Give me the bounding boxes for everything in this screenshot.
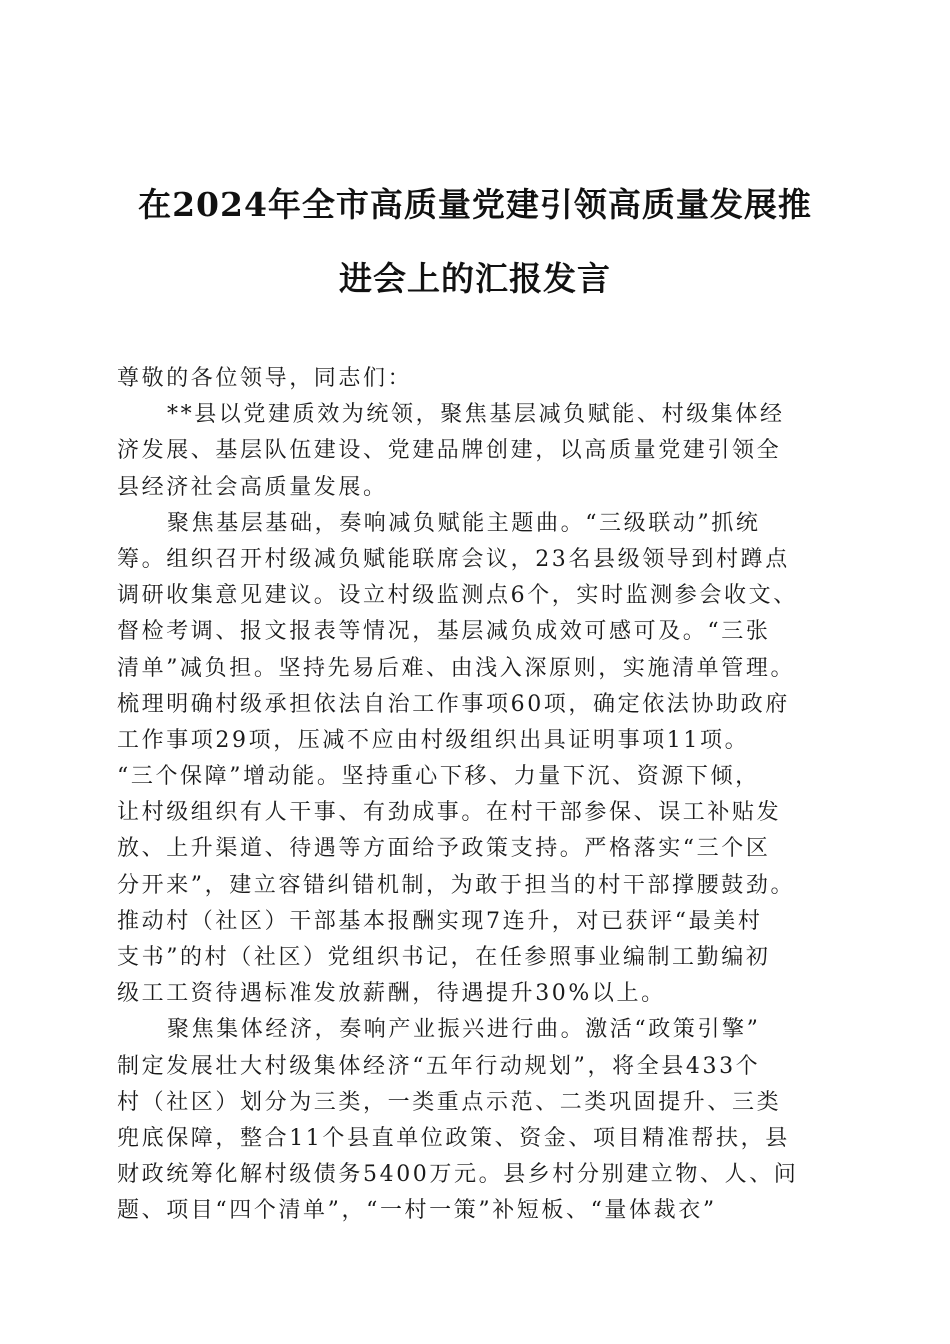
body-line: 村（社区）划分为三类，一类重点示范、二类巩固提升、三类 <box>117 1089 782 1115</box>
body-line: **县以党建质效为统领，聚焦基层减负赋能、村级集体经 <box>167 402 785 428</box>
body-line: 分开来”，建立容错纠错机制，为敢于担当的村干部撑腰鼓劲。 <box>117 872 796 898</box>
body-line: 梳理明确村级承担依法自治工作事项60项，确定依法协助政府 <box>117 691 790 717</box>
body-line: 济发展、基层队伍建设、党建品牌创建，以高质量党建引领全 <box>117 438 782 464</box>
body-line: 督检考调、报文报表等情况，基层减负成效可感可及。“三张 <box>117 619 771 645</box>
body-line: 放、上升渠道、待遇等方面给予政策支持。严格落实“三个区 <box>117 836 771 862</box>
body-line: 聚焦基层基础，奏响减负赋能主题曲。“三级联动”抓统 <box>167 510 761 536</box>
document-title <box>115 168 835 316</box>
document-body <box>117 361 837 1230</box>
body-line: 让村级组织有人干事、有劲成事。在村干部参保、误工补贴发 <box>117 800 782 826</box>
body-line: 尊敬的各位领导，同志们： <box>117 366 413 391</box>
body-line: “三个保障”增动能。坚持重心下移、力量下沉、资源下倾， <box>117 764 760 790</box>
body-line: 制定发展壮大村级集体经济“五年行动规划”，将全县433个 <box>117 1053 761 1079</box>
body-line: 聚焦集体经济，奏响产业振兴进行曲。激活“政策引擎” <box>167 1017 761 1043</box>
body-line: 题、项目“四个清单”，“一村一策”补短板、“量体裁衣” <box>117 1198 717 1224</box>
body-line: 筹。组织召开村级减负赋能联席会议，23名县级领导到村蹲点 <box>117 546 790 572</box>
body-line: 推动村（社区）干部基本报酬实现7连升，对已获评“最美村 <box>117 908 763 934</box>
body-line: 工作事项29项，压减不应由村级组织出具证明事项11项。 <box>117 727 750 753</box>
body-line: 调研收集意见建议。设立村级监测点6个，实时监测参会收文、 <box>117 583 798 609</box>
body-line: 清单”减负担。坚持先易后难、由浅入深原则，实施清单管理。 <box>117 655 796 681</box>
body-line: 支书”的村（社区）党组织书记，在任参照事业编制工勤编初 <box>117 945 771 970</box>
body-line: 县经济社会高质量发展。 <box>117 474 388 500</box>
title-line-2: 进会上的汇报发言 <box>339 259 611 298</box>
title-line-1: 在2024年全市高质量党建引领高质量发展推 <box>138 185 812 224</box>
body-line: 财政统筹化解村级债务5400万元。县乡村分别建立物、人、问 <box>117 1162 799 1188</box>
body-line: 兜底保障，整合11个县直单位政策、资金、项目精准帮扶，县 <box>117 1125 790 1151</box>
body-line: 级工工资待遇标准发放薪酬，待遇提升30%以上。 <box>117 981 666 1007</box>
